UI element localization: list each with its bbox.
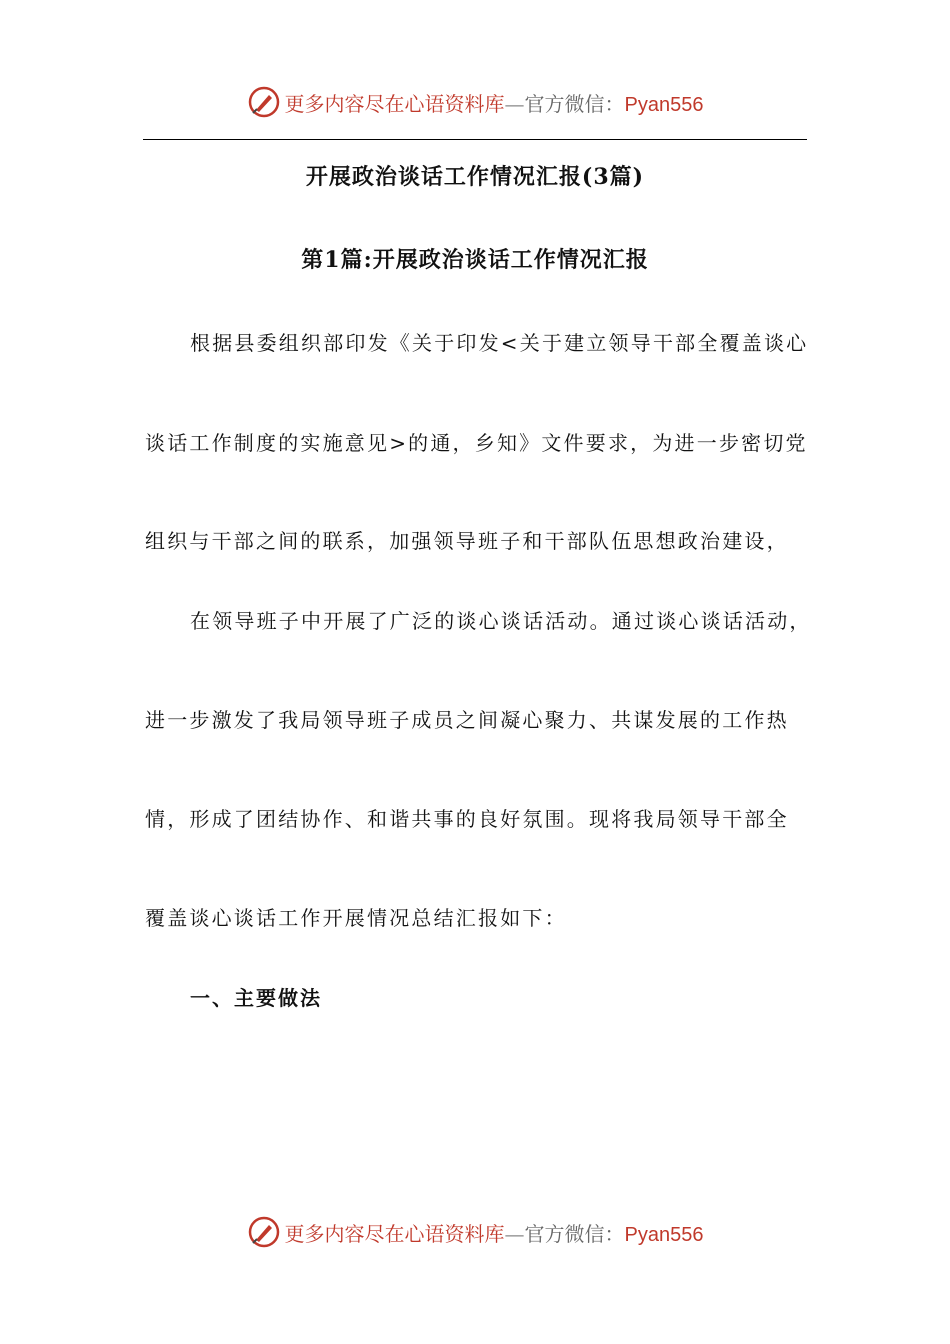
footer-watermark (0, 1210, 950, 1254)
document-title: 开展政治谈话工作情况汇报(3篇) (305, 164, 645, 190)
watermark-text: 更多内容尽在心语资料库—官方微信：Pyan556 (284, 91, 704, 116)
body-line: 谈话工作制度的实施意见>的通，乡知》文件要求，为进一步密切党 (145, 431, 808, 455)
body-line: 在领导班子中开展了广泛的谈心谈话活动。通过谈心谈话活动， (190, 609, 812, 633)
body-line: 组织与干部之间的联系，加强领导班子和干部队伍思想政治建设， (145, 529, 789, 553)
body-line: 情，形成了团结协作、和谐共事的良好氛围。现将我局领导干部全 (145, 807, 789, 831)
section-heading: 一、主要做法 (190, 986, 322, 1010)
header-watermark (0, 80, 950, 124)
pen-logo-icon (247, 1215, 281, 1249)
header-divider (143, 139, 807, 140)
document-subtitle: 第1篇:开展政治谈话工作情况汇报 (301, 247, 649, 273)
body-line: 进一步激发了我局领导班子成员之间凝心聚力、共谋发展的工作热 (145, 708, 789, 732)
pen-logo-icon (247, 85, 281, 119)
watermark-text: 更多内容尽在心语资料库—官方微信：Pyan556 (284, 1221, 704, 1246)
body-line: 根据县委组织部印发《关于印发<关于建立领导干部全覆盖谈心 (190, 331, 809, 355)
body-line: 覆盖谈心谈话工作开展情况总结汇报如下： (145, 906, 567, 930)
